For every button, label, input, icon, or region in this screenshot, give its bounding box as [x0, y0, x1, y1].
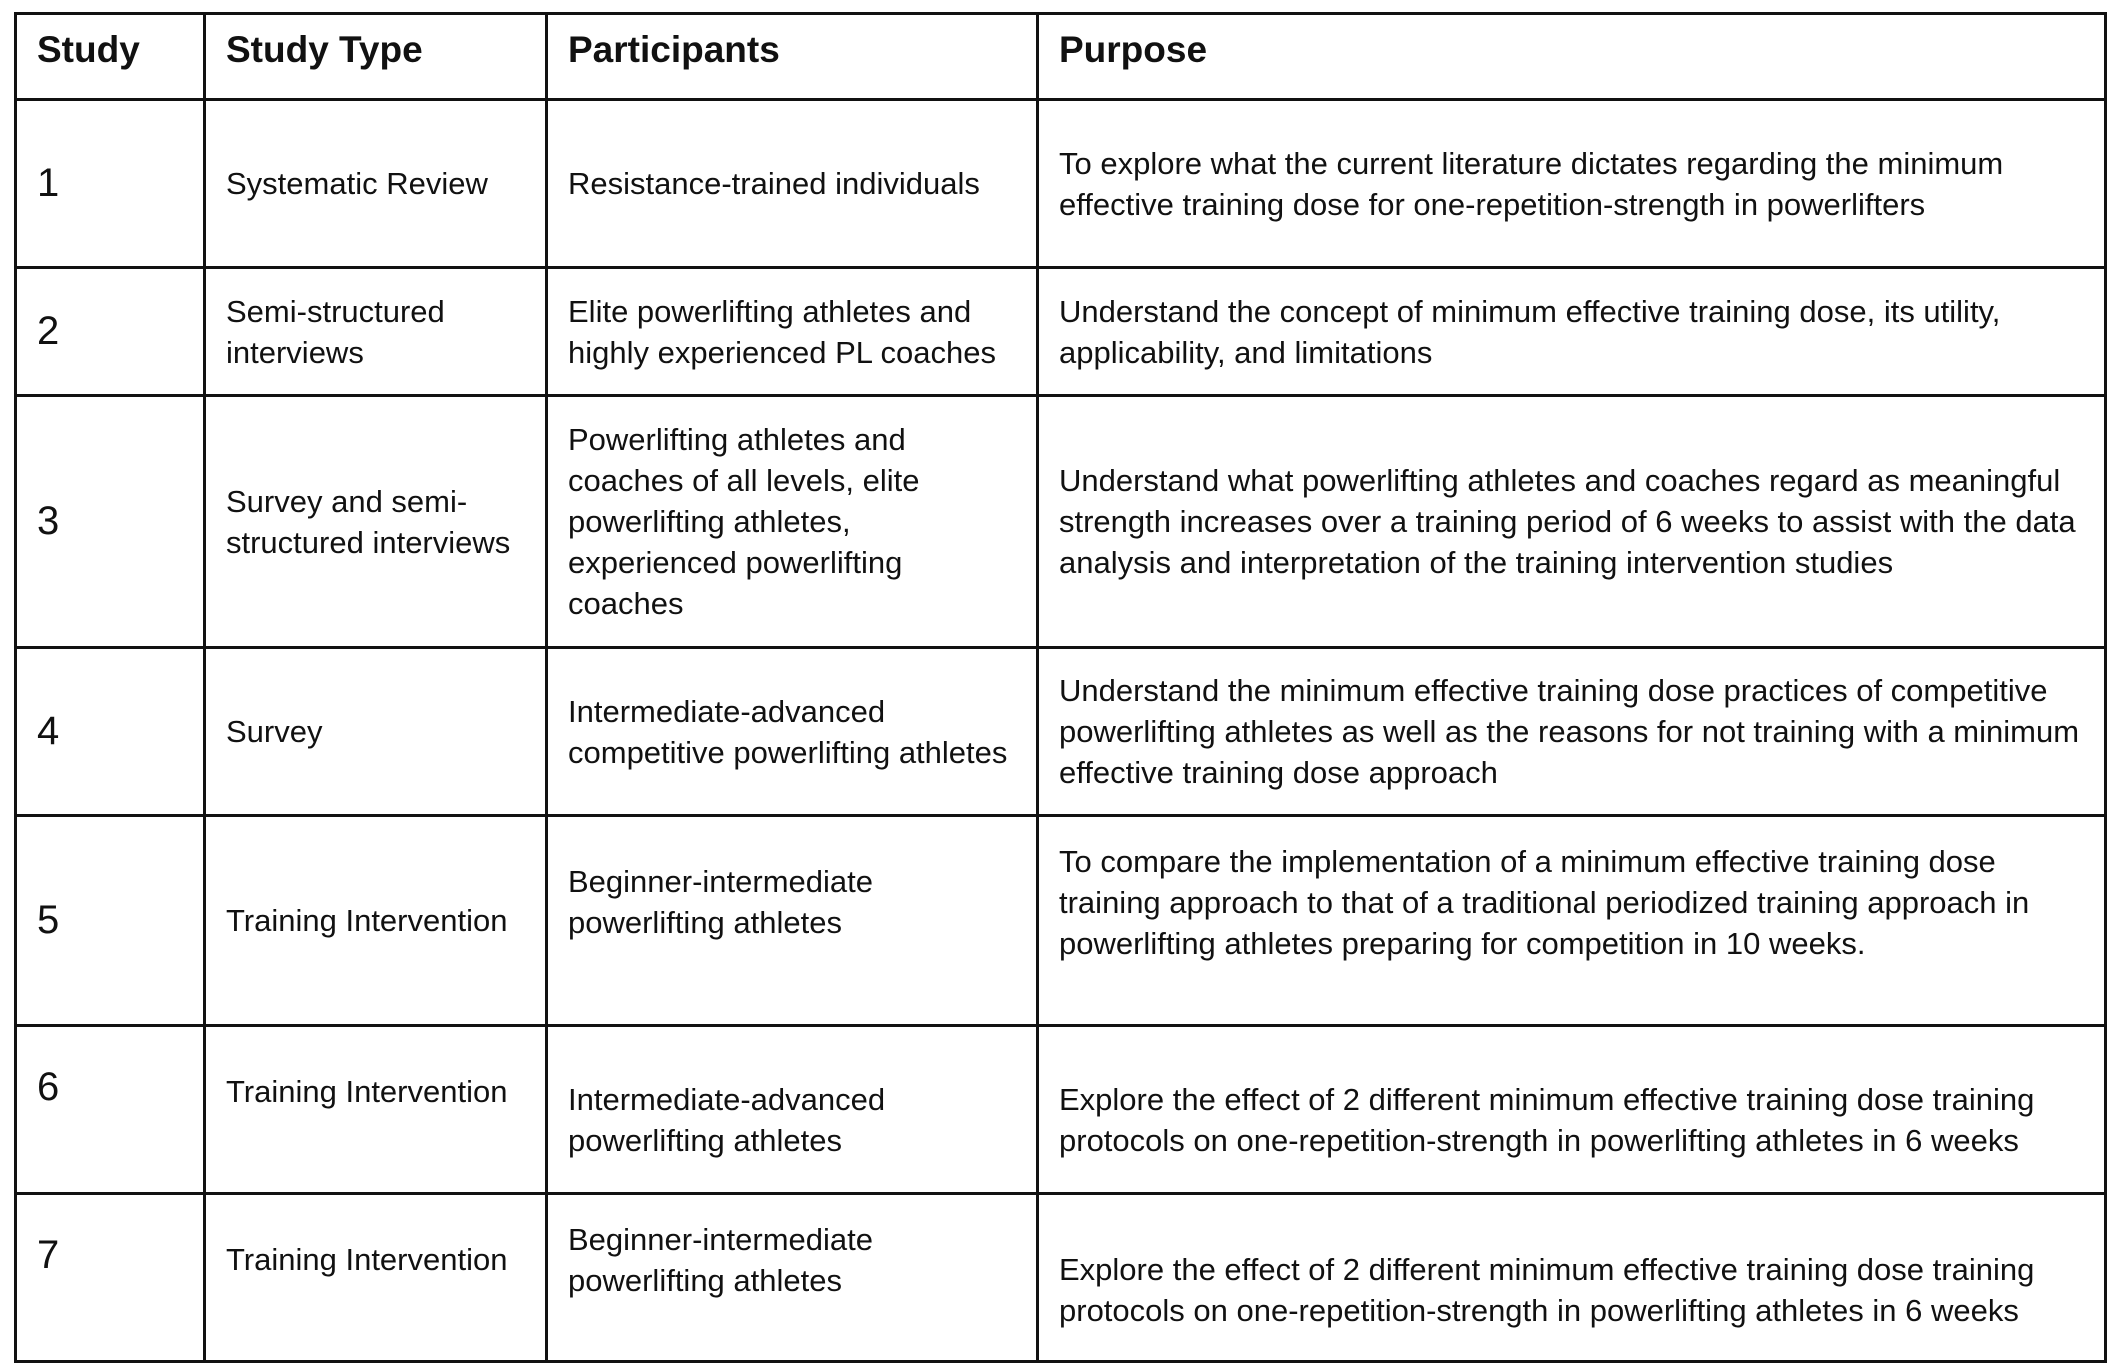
- study-type: Semi-structured interviews: [205, 268, 547, 396]
- study-number: 7: [16, 1194, 205, 1362]
- study-type: Survey: [205, 648, 547, 816]
- participants: Intermediate-advanced competitive powerlifting athletes: [547, 648, 1038, 816]
- study-number: 6: [16, 1026, 205, 1194]
- participants: Intermediate-advanced powerlifting athletes: [547, 1026, 1038, 1194]
- table-row: [16, 816, 2106, 1026]
- purpose: Understand the minimum effective training dose practices of competitive powerlifting athletes as well as the reasons for not training with a minimum effective training dose approach: [1038, 648, 2106, 816]
- study-number: 2: [16, 268, 205, 396]
- header-row: [16, 14, 2106, 100]
- studies-table: [14, 12, 2107, 1363]
- table-row: [16, 648, 2106, 816]
- study-number: 5: [16, 816, 205, 1026]
- purpose: To explore what the current literature dictates regarding the minimum effective training dose for one-repetition-strength in powerlifters: [1038, 100, 2106, 268]
- purpose: Explore the effect of 2 different minimum effective training dose training protocols on one-repetition-strength in powerlifting athletes in 6 weeks: [1038, 1194, 2106, 1362]
- purpose: To compare the implementation of a minimum effective training dose training approach to that of a traditional periodized training approach in powerlifting athletes preparing for competition in 10 weeks.: [1038, 816, 2106, 1026]
- study-type: Training Intervention: [205, 1026, 547, 1194]
- study-type: Systematic Review: [205, 100, 547, 268]
- study-type: Survey and semi-structured interviews: [205, 396, 547, 648]
- header-purpose: Purpose: [1038, 14, 2106, 100]
- table-row: [16, 1194, 2106, 1362]
- study-number: 1: [16, 100, 205, 268]
- study-number: 3: [16, 396, 205, 648]
- header-study-type: Study Type: [205, 14, 547, 100]
- study-type: Training Intervention: [205, 1194, 547, 1362]
- purpose: Understand the concept of minimum effective training dose, its utility, applicability, and limitations: [1038, 268, 2106, 396]
- header-study: Study: [16, 14, 205, 100]
- header-participants: Participants: [547, 14, 1038, 100]
- participants: Beginner-intermediate powerlifting athletes: [547, 1194, 1038, 1362]
- participants: Resistance-trained individuals: [547, 100, 1038, 268]
- study-number: 4: [16, 648, 205, 816]
- participants: Beginner-intermediate powerlifting athletes: [547, 816, 1038, 1026]
- table-row: [16, 1026, 2106, 1194]
- table-row: [16, 396, 2106, 648]
- table-row: [16, 268, 2106, 396]
- study-type: Training Intervention: [205, 816, 547, 1026]
- purpose: Understand what powerlifting athletes and coaches regard as meaningful strength increases over a training period of 6 weeks to assist with the data analysis and interpretation of the training intervention studies: [1038, 396, 2106, 648]
- table-row: [16, 100, 2106, 268]
- participants: Powerlifting athletes and coaches of all levels, elite powerlifting athletes, experienced powerlifting coaches: [547, 396, 1038, 648]
- purpose: Explore the effect of 2 different minimum effective training dose training protocols on one-repetition-strength in powerlifting athletes in 6 weeks: [1038, 1026, 2106, 1194]
- participants: Elite powerlifting athletes and highly experienced PL coaches: [547, 268, 1038, 396]
